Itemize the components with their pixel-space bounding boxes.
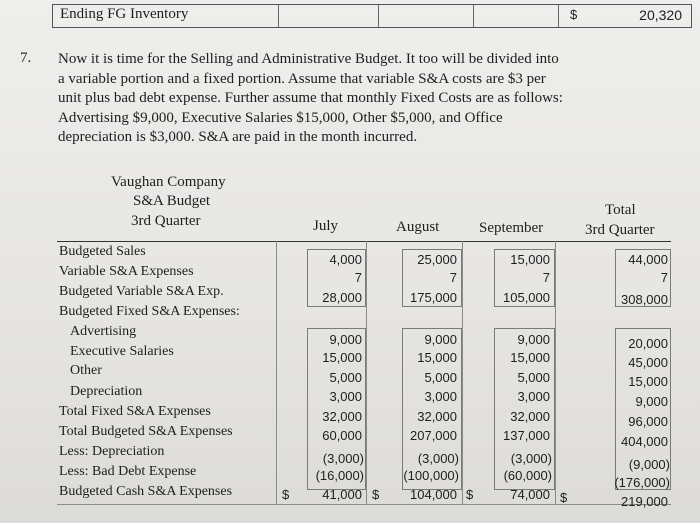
- cell-september: 32,000: [510, 409, 550, 424]
- row-label-depreciation: Depreciation: [70, 384, 143, 399]
- cell-august: 25,000: [417, 252, 457, 267]
- cell-september: (3,000): [510, 451, 552, 466]
- cell-september: 15,000: [510, 252, 550, 267]
- cell-july: 5,000: [329, 370, 362, 385]
- row-label-total-budgeted: Total Budgeted S&A Expenses: [59, 424, 233, 439]
- cell-july: 7: [354, 270, 362, 285]
- dollar-sign-july: $: [282, 487, 290, 502]
- row-label-total-fixed: Total Fixed S&A Expenses: [59, 404, 211, 419]
- row-label-less-bad-debt: Less: Bad Debt Expense: [59, 464, 197, 479]
- cell-september: 7: [542, 270, 550, 285]
- question-text: [58, 50, 578, 148]
- cell-total: 96,000: [628, 414, 668, 429]
- cell-september: 137,000: [503, 428, 550, 443]
- row-label-fixed-header: Budgeted Fixed S&A Expenses:: [59, 304, 240, 319]
- cell-august: 5,000: [424, 370, 457, 385]
- company-name: Vaughan Company: [111, 174, 226, 190]
- cell-total: 404,000: [621, 434, 668, 449]
- cell-september: 9,000: [517, 332, 550, 347]
- dollar-sign-august: $: [372, 487, 380, 502]
- row-label-advertising: Advertising: [70, 324, 137, 339]
- cell-july: 60,000: [322, 428, 362, 443]
- ending-fg-inventory-value: 20,320: [639, 7, 682, 23]
- cell-total: 308,000: [621, 292, 668, 307]
- cell-total: 7: [660, 270, 668, 285]
- cell-august: 104,000: [410, 487, 457, 502]
- column-header-september: September: [479, 220, 544, 236]
- cell-total: (9,000): [628, 457, 670, 472]
- dollar-sign-september: $: [466, 487, 474, 502]
- cell-july: 3,000: [329, 389, 362, 404]
- cell-july: 15,000: [322, 350, 362, 365]
- ending-fg-inventory-label: Ending FG Inventory: [60, 6, 189, 22]
- cell-july: (16,000): [315, 468, 364, 483]
- row-label-executive-salaries: Executive Salaries: [70, 344, 174, 359]
- row-label-budgeted-variable: Budgeted Variable S&A Exp.: [59, 284, 224, 299]
- cell-july: (3,000): [322, 451, 364, 466]
- budget-name: S&A Budget: [133, 193, 211, 209]
- column-header-total-period: 3rd Quarter: [585, 222, 655, 238]
- cell-total: 15,000: [628, 374, 668, 389]
- cell-total: (176,000): [614, 475, 670, 490]
- cell-august: (100,000): [403, 468, 459, 483]
- cell-august: 7: [449, 270, 457, 285]
- cell-august: (3,000): [417, 451, 459, 466]
- question-number: 7.: [20, 50, 32, 66]
- question-line: unit plus bad debt expense. Further assume that monthly Fixed Costs are as follows:: [58, 90, 563, 106]
- row-label-budgeted-cash: Budgeted Cash S&A Expenses: [59, 484, 233, 499]
- budget-period: 3rd Quarter: [131, 213, 201, 229]
- column-header-total: Total: [605, 202, 636, 218]
- row-label-less-depreciation: Less: Depreciation: [59, 444, 165, 459]
- cell-july: 32,000: [322, 409, 362, 424]
- cell-september: (60,000): [503, 468, 552, 483]
- cell-september: 15,000: [510, 350, 550, 365]
- cell-july: 28,000: [322, 290, 362, 305]
- cell-august: 9,000: [424, 332, 457, 347]
- cell-total: 20,000: [628, 336, 668, 351]
- row-label-other: Other: [70, 363, 102, 378]
- column-header-july: July: [313, 218, 339, 234]
- cell-august: 175,000: [410, 290, 457, 305]
- cell-total: 44,000: [628, 252, 668, 267]
- top-dollar-sign: $: [570, 7, 578, 22]
- cell-september: 3,000: [517, 389, 550, 404]
- question-line: Advertising $9,000, Executive Salaries $15,000, Other $5,000, and Office: [58, 109, 503, 126]
- cell-august: 3,000: [424, 389, 457, 404]
- row-label-variable-sa: Variable S&A Expenses: [59, 264, 194, 279]
- cell-september: 74,000: [510, 487, 550, 502]
- question-line: Now it is time for the Selling and Administrative Budget. It too will be divided into: [58, 51, 559, 67]
- cell-july: 4,000: [329, 252, 362, 267]
- dollar-sign-total: $: [560, 490, 568, 505]
- cell-august: 207,000: [410, 428, 457, 443]
- question-line: a variable portion and a fixed portion. Assume that variable S&A costs are $3 per: [58, 70, 546, 87]
- question-line: depreciation is $3,000. S&A are paid in the month incurred.: [58, 129, 418, 145]
- cell-total: 9,000: [635, 394, 668, 409]
- cell-total: 219,000: [621, 494, 668, 509]
- cell-july: 9,000: [329, 332, 362, 347]
- cell-total: 45,000: [628, 355, 668, 370]
- column-header-august: August: [396, 219, 440, 235]
- cell-august: 32,000: [417, 409, 457, 424]
- cell-september: 5,000: [517, 370, 550, 385]
- cell-august: 15,000: [417, 350, 457, 365]
- cell-july: 41,000: [322, 487, 362, 502]
- cell-september: 105,000: [503, 290, 550, 305]
- row-label-budgeted-sales: Budgeted Sales: [59, 244, 146, 259]
